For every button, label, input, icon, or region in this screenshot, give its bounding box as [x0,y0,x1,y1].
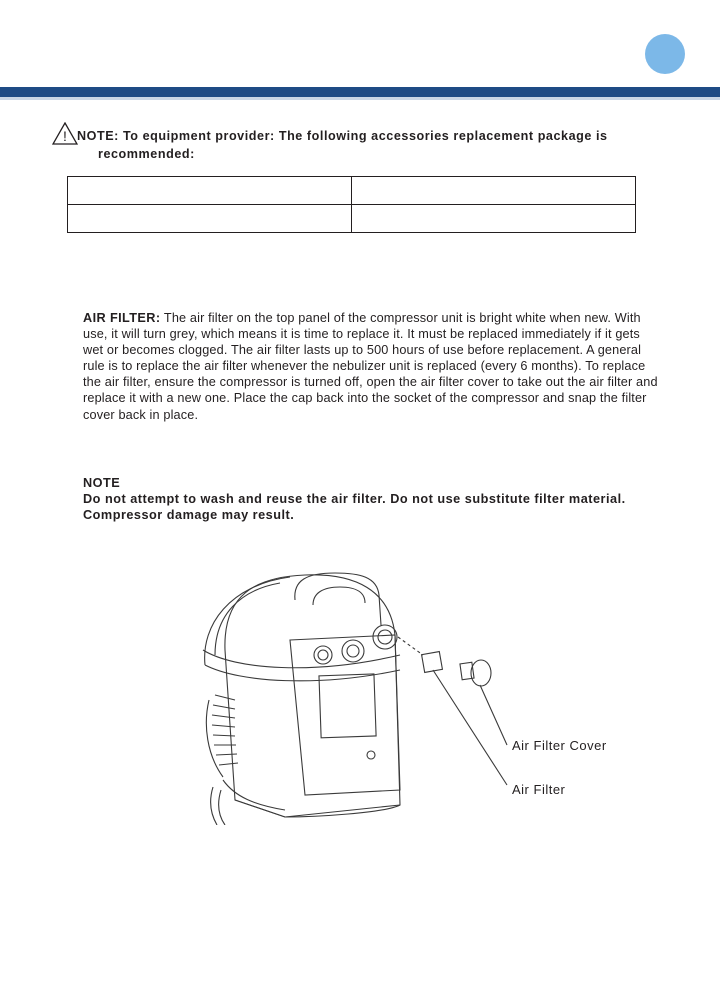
warning-triangle-icon [52,122,78,145]
page-number-marker [645,34,685,74]
air-filter-body: The air filter on the top panel of the compressor unit is bright white when new. With use, it will turn grey, which means it is time to replace it. It must be replaced immediately if it gets wet or becomes clogged. The air filter lasts up to 500 hours of use before replacement. A general rule is to replace the air filter whenever the nebulizer unit is replaced (every 6 months). To replace the air filter, ensure the compressor is turned off, open the air filter cover to take out the air filter and replace it with a new one. Place the cap back into the socket of the compressor and snap the filter cover back in place. [83,311,658,422]
air-filter-cover-label: Air Filter Cover [512,738,607,753]
header-band [0,87,720,97]
table-cell [352,205,636,233]
air-filter-label: Air Filter [512,782,566,797]
table-row [68,205,636,233]
warning-note-heading: NOTE [83,476,121,490]
air-filter-heading: AIR FILTER: [83,311,161,325]
table-cell [352,177,636,205]
table-cell [68,177,352,205]
header-band-shadow [0,97,720,100]
table-row [68,177,636,205]
air-filter-paragraph [83,310,663,423]
table-cell [68,205,352,233]
svg-text:!: ! [63,128,67,144]
notice-line-2: recommended: [98,147,195,161]
warning-note-text: Do not attempt to wash and reuse the air filter. Do not use substitute filter material. Compressor damage may result. [83,492,626,522]
notice-line-1: NOTE: To equipment provider: The following accessories replacement package is [77,129,608,143]
accessories-table [67,176,636,233]
